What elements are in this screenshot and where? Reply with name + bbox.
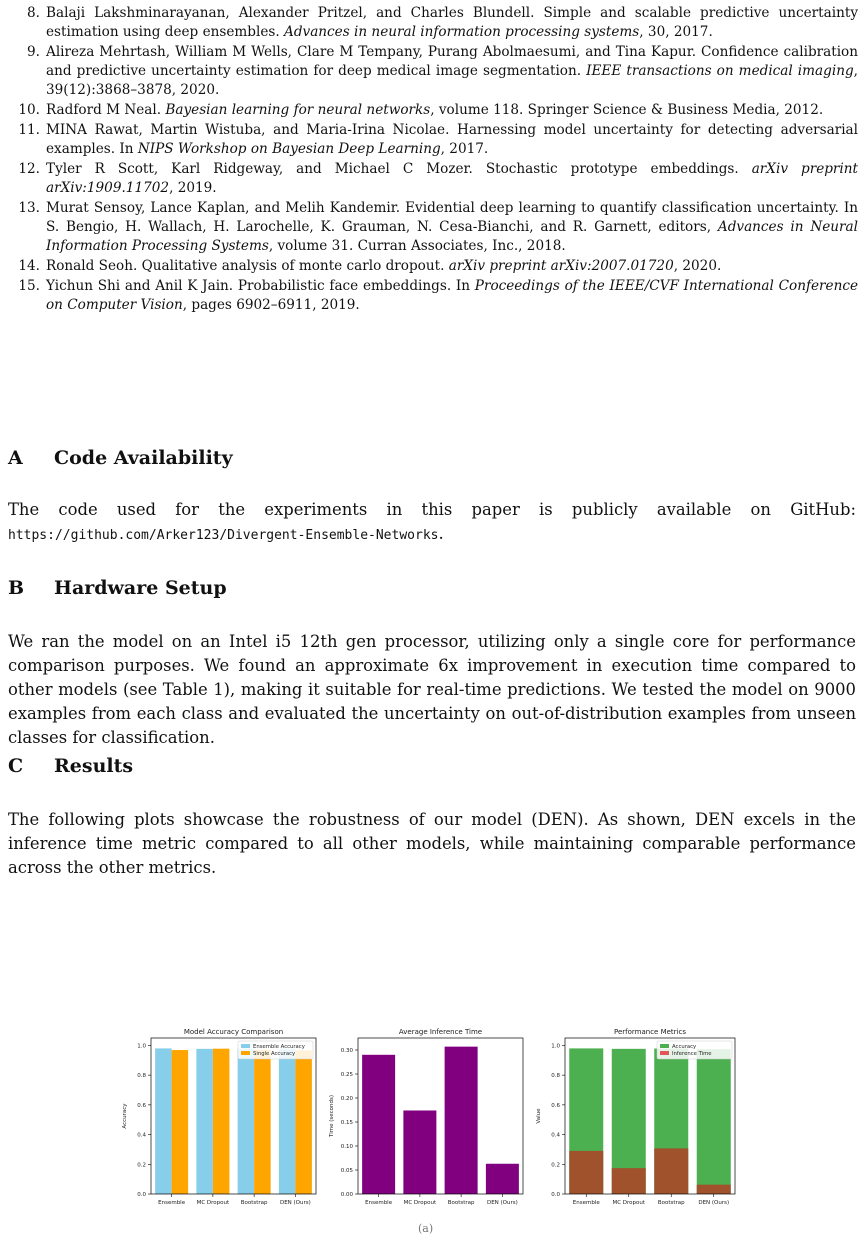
- y-tick-label: 0.4: [137, 1132, 146, 1139]
- reference-item: [8, 43, 858, 100]
- y-tick-label: 0.8: [137, 1073, 146, 1080]
- reference-fragment: MINA Rawat, Martin Wistuba, and Maria-Irina Nicolae. Harnessing model uncertainty for detecting adversarial examples. In: [46, 122, 858, 157]
- reference-text: [46, 121, 858, 159]
- y-tick-label: 0.6: [551, 1102, 560, 1109]
- reference-fragment: Ronald Seoh. Qualitative analysis of monte carlo dropout.: [46, 258, 449, 274]
- legend-swatch: [241, 1044, 250, 1048]
- paragraph-text: The code used for the experiments in this paper is publicly available on GitHub:: [8, 500, 856, 519]
- reference-item: [8, 4, 858, 42]
- reference-item: [8, 101, 858, 120]
- y-tick-label: 0.2: [551, 1162, 560, 1169]
- section-c-paragraph: The following plots showcase the robustness of our model (DEN). As shown, DEN excels in the inference time metric compared to all other models, while maintaining comparable performance across the other metrics.: [8, 810, 856, 877]
- y-axis-label: Value: [536, 1108, 542, 1124]
- reference-venue: Bayesian learning for neural networks: [165, 102, 431, 118]
- x-tick-label: Bootstrap: [240, 1200, 268, 1206]
- reference-fragment: , volume 118. Springer Science & Business Media, 2012.: [430, 102, 824, 118]
- bar-inference-time: [569, 1151, 603, 1194]
- reference-fragment: Balaji Lakshminarayanan, Alexander Pritzel, and Charles Blundell. Simple and scalable predictive uncertainty estimation using deep ensembles.: [46, 5, 858, 40]
- bar-ensemble-accuracy: [279, 1049, 296, 1194]
- reference-number: 8.: [27, 5, 40, 21]
- chart-title: Model Accuracy Comparison: [183, 1028, 284, 1036]
- reference-venue: arXiv preprint arXiv:1909.11702: [46, 161, 858, 196]
- reference-fragment: Alireza Mehrtash, William M Wells, Clare M Tempany, Purang Abolmaesumi, and Tina Kapur. Confidence calibration and predictive uncertainty estimation for deep medical image segmentation.: [46, 44, 858, 79]
- bar-inference-time: [486, 1164, 519, 1194]
- y-axis-label: Time (seconds): [329, 1095, 335, 1137]
- x-tick-label: Bootstrap: [447, 1200, 475, 1206]
- section-b-heading: [8, 577, 227, 599]
- section-c-heading: [8, 755, 133, 777]
- chart-performance: [531, 1024, 741, 1220]
- reference-venue: Proceedings of the IEEE/CVF International Conference on Computer Vision: [46, 278, 859, 313]
- y-tick-label: 0.15: [340, 1120, 353, 1126]
- reference-text: [46, 257, 858, 276]
- y-tick-label: 0.0: [137, 1192, 146, 1198]
- reference-text: [46, 160, 858, 198]
- x-tick-label: MC Dropout: [196, 1200, 230, 1206]
- chart-inference-time: [324, 1024, 529, 1220]
- reference-fragment: Radford M Neal.: [46, 102, 166, 118]
- y-tick-label: 0.05: [340, 1168, 353, 1174]
- x-tick-label: DEN (Ours): [698, 1200, 730, 1206]
- bar-inference-time: [445, 1047, 478, 1194]
- section-letter: B: [8, 577, 25, 599]
- performance-chart-svg: [531, 1024, 741, 1216]
- figure-caption: (a): [418, 1222, 434, 1235]
- reference-fragment: , 2020.: [673, 258, 722, 274]
- bar-inference-time: [612, 1168, 646, 1194]
- bar-single-accuracy: [213, 1049, 230, 1194]
- x-tick-label: MC Dropout: [612, 1200, 646, 1206]
- section-title: Code Availability: [54, 447, 233, 469]
- reference-text: [46, 101, 858, 120]
- reference-number: 12.: [18, 161, 40, 177]
- x-tick-label: Ensemble: [158, 1200, 186, 1206]
- reference-item: [8, 277, 858, 315]
- reference-text: [46, 277, 858, 315]
- y-tick-label: 1.0: [551, 1043, 560, 1050]
- x-tick-label: Ensemble: [365, 1200, 393, 1206]
- reference-fragment: Yichun Shi and Anil K Jain. Probabilistic face embeddings. In: [46, 278, 475, 294]
- reference-venue: Advances in neural information processing systems: [284, 24, 640, 40]
- reference-venue: arXiv preprint arXiv:2007.01720: [448, 258, 674, 274]
- section-a-paragraph: [8, 498, 856, 548]
- reference-item: [8, 160, 858, 198]
- y-tick-label: 0.25: [340, 1072, 353, 1078]
- legend-swatch: [660, 1051, 669, 1055]
- bar-accuracy: [697, 1049, 731, 1194]
- reference-list: [8, 4, 858, 316]
- inference-chart-svg: [324, 1024, 529, 1216]
- bar-inference-time: [697, 1185, 731, 1194]
- x-tick-label: Bootstrap: [657, 1200, 685, 1206]
- reference-text: [46, 4, 858, 42]
- x-tick-label: DEN (Ours): [486, 1200, 518, 1206]
- y-tick-label: 0.00: [340, 1192, 353, 1198]
- x-tick-label: Ensemble: [572, 1200, 600, 1206]
- bar-inference-time: [654, 1148, 688, 1194]
- reference-number: 15.: [18, 278, 40, 294]
- legend-label: Single Accuracy: [253, 1051, 296, 1057]
- accuracy-chart-svg: [117, 1024, 322, 1216]
- bar-single-accuracy: [172, 1050, 189, 1194]
- section-b-paragraph: We ran the model on an Intel i5 12th gen processor, utilizing only a single core for performance comparison purposes. We found an approximate 6x improvement in execution time compared to other models (see Table 1), making it suitable for real-time predictions. We tested the model on 9000 examples from each class and evaluated the uncertainty on out-of-distribution examples from unseen classes for classification.: [8, 632, 856, 747]
- y-tick-label: 0.20: [340, 1096, 353, 1102]
- reference-number: 14.: [18, 258, 40, 274]
- legend-label: Ensemble Accuracy: [253, 1044, 305, 1050]
- reference-fragment: Tyler R Scott, Karl Ridgeway, and Michael C Mozer. Stochastic prototype embeddings.: [46, 161, 752, 177]
- bar-inference-time: [362, 1055, 395, 1194]
- reference-venue: IEEE transactions on medical imaging: [586, 63, 854, 79]
- chart-title: Average Inference Time: [398, 1028, 483, 1036]
- reference-text: [46, 43, 858, 100]
- legend-swatch: [241, 1051, 250, 1055]
- section-letter: C: [8, 755, 24, 777]
- reference-venue: NIPS Workshop on Bayesian Deep Learning: [137, 141, 441, 157]
- reference-number: 11.: [18, 122, 40, 138]
- paragraph-end: .: [438, 524, 444, 543]
- legend-swatch: [660, 1044, 669, 1048]
- bar-ensemble-accuracy: [196, 1049, 213, 1194]
- reference-fragment: , 30, 2017.: [639, 24, 713, 40]
- bar-single-accuracy: [295, 1050, 312, 1194]
- bar-single-accuracy: [254, 1050, 271, 1194]
- legend-label: Inference Time: [672, 1051, 712, 1057]
- bar-ensemble-accuracy: [155, 1048, 172, 1194]
- section-title: Hardware Setup: [54, 577, 227, 599]
- bar-inference-time: [403, 1110, 436, 1194]
- section-title: Results: [54, 755, 134, 777]
- section-a-heading: [8, 447, 233, 469]
- reference-number: 9.: [27, 44, 40, 60]
- github-link[interactable]: https://github.com/Arker123/Divergent-Ensemble-Networks: [8, 528, 439, 543]
- reference-fragment: , 2017.: [440, 141, 489, 157]
- reference-number: 10.: [18, 102, 40, 118]
- y-tick-label: 0.6: [137, 1102, 146, 1109]
- y-tick-label: 0.10: [340, 1144, 353, 1150]
- y-tick-label: 0.30: [340, 1048, 353, 1054]
- reference-fragment: Murat Sensoy, Lance Kaplan, and Melih Kandemir. Evidential deep learning to quantify classification uncertainty. In S. Bengio, H. Wallach, H. Larochelle, K. Grauman, N. Cesa-Bianchi, and R. Garnett, editors,: [46, 200, 858, 235]
- reference-number: 13.: [18, 200, 40, 216]
- y-tick-label: 0.0: [551, 1192, 560, 1198]
- reference-venue: Advances in Neural Information Processing Systems: [46, 219, 858, 254]
- y-axis-label: Accuracy: [122, 1103, 128, 1129]
- y-tick-label: 0.2: [137, 1162, 146, 1169]
- reference-fragment: , pages 6902–6911, 2019.: [182, 297, 360, 313]
- reference-text: [46, 199, 858, 256]
- reference-fragment: , 2019.: [169, 180, 217, 196]
- reference-item: [8, 257, 858, 276]
- x-tick-label: DEN (Ours): [279, 1200, 311, 1206]
- chart-accuracy: [117, 1024, 322, 1220]
- reference-item: [8, 199, 858, 256]
- reference-item: [8, 121, 858, 159]
- y-tick-label: 0.4: [551, 1132, 560, 1139]
- y-tick-label: 0.8: [551, 1073, 560, 1080]
- reference-fragment: , 39(12):3868–3878, 2020.: [46, 63, 858, 98]
- x-tick-label: MC Dropout: [403, 1200, 437, 1206]
- chart-title: Performance Metrics: [614, 1028, 686, 1036]
- y-tick-label: 1.0: [137, 1043, 146, 1050]
- reference-fragment: , volume 31. Curran Associates, Inc., 2018.: [268, 238, 566, 254]
- section-letter: A: [8, 447, 23, 469]
- legend-label: Accuracy: [672, 1044, 697, 1050]
- bar-ensemble-accuracy: [238, 1049, 255, 1194]
